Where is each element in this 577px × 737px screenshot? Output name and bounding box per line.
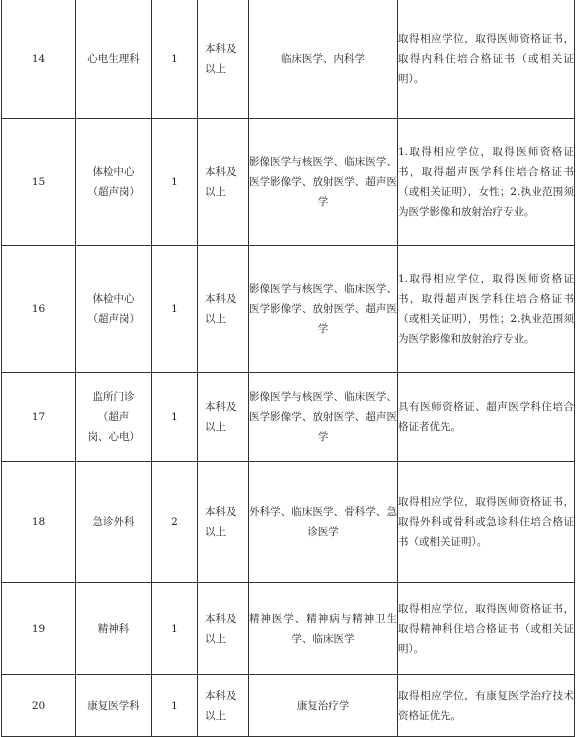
education: 本科及以上 [205, 506, 237, 538]
major: 精神医学、精神病与精神卫生学、临床医学 [249, 612, 397, 645]
major-cell [249, 583, 398, 675]
table-row [2, 0, 575, 119]
requirements-cell [398, 0, 575, 119]
department-cell [76, 373, 152, 462]
department-cell [76, 119, 152, 246]
requirements-cell [398, 246, 575, 373]
recruitment-table [1, 0, 575, 737]
major: 影像医学与核医学、临床医学、医学影像学、放射医学、超声医学 [249, 391, 397, 443]
education-cell [198, 462, 249, 583]
education: 本科及以上 [205, 166, 237, 198]
requirements: 取得相应学位，取得医师资格证书，取得内科住培合格证书（或相关证明）。 [398, 33, 574, 85]
education-cell [198, 373, 249, 462]
table-row [2, 246, 575, 373]
requirements: 取得相应学位，取得医师资格证书，取得外科或骨科或急诊科住培合格证书（或相关证明）。 [398, 496, 574, 548]
education: 本科及以上 [205, 293, 237, 325]
education-cell [198, 0, 249, 119]
department: 精神科 [97, 622, 130, 635]
department: 体检中心（超声岗） [87, 293, 140, 325]
requirements-cell [398, 119, 575, 246]
headcount: 1 [152, 119, 198, 246]
major-cell [249, 462, 398, 583]
requirements-cell [398, 373, 575, 462]
table-row [2, 675, 575, 737]
department: 心电生理科 [87, 53, 140, 65]
education: 本科及以上 [205, 689, 237, 722]
headcount: 1 [152, 246, 198, 373]
major-cell [249, 119, 398, 246]
department-cell [76, 0, 152, 119]
requirements-cell [398, 675, 575, 737]
table-row [2, 583, 575, 675]
requirements: 取得相应学位，有康复医学治疗技术资格证优先。 [398, 689, 574, 722]
requirements-cell [398, 583, 575, 675]
headcount: 1 [152, 373, 198, 462]
row-number: 19 [2, 583, 76, 675]
row-number: 20 [2, 675, 76, 737]
education: 本科及以上 [205, 401, 237, 433]
major: 外科学、临床医学、骨科学、急诊医学 [249, 506, 397, 538]
department-cell [76, 462, 152, 583]
row-number: 18 [2, 462, 76, 583]
department: 急诊外科 [92, 516, 135, 528]
requirements: 1.取得相应学位，取得医师资格证书，取得超声医学科住培合格证书（或相关证明），女性；2.执业范围须为医学影像和放射治疗专业。 [398, 146, 574, 218]
major-cell [249, 246, 398, 373]
row-number: 17 [2, 373, 76, 462]
table-row [2, 462, 575, 583]
table-row [2, 119, 575, 246]
requirements: 取得相应学位，取得医师资格证书，取得精神科住培合格证书（或相关证明）。 [398, 602, 574, 655]
education-cell [198, 246, 249, 373]
department-cell [76, 583, 152, 675]
major-cell [249, 675, 398, 737]
major-cell [249, 373, 398, 462]
headcount: 1 [152, 675, 198, 737]
education-cell [198, 675, 249, 737]
education-cell [198, 119, 249, 246]
department: 康复医学科 [87, 699, 140, 712]
major: 影像医学与核医学、临床医学、医学影像学、放射医学、超声医学 [249, 156, 397, 208]
row-number: 14 [2, 0, 76, 119]
requirements: 1.取得相应学位，取得医师资格证书，取得超声医学科住培合格证书（或相关证明），男性；2.执业范围须为医学影像和放射治疗专业。 [398, 273, 574, 345]
major: 影像医学与核医学、临床医学、医学影像学、放射医学、超声医学 [249, 283, 397, 335]
department-cell [76, 675, 152, 737]
table-row [2, 373, 575, 462]
department-cell [76, 246, 152, 373]
major: 康复治疗学 [296, 699, 350, 712]
department: 监所门诊（超声岗、心电） [87, 391, 140, 443]
requirements: 具有医师资格证、超声医学科住培合格证者优先。 [398, 401, 574, 433]
headcount: 1 [152, 0, 198, 119]
headcount: 1 [152, 583, 198, 675]
major: 临床医学、内科学 [281, 53, 365, 65]
row-number: 15 [2, 119, 76, 246]
education-cell [198, 583, 249, 675]
requirements-cell [398, 462, 575, 583]
row-number: 16 [2, 246, 76, 373]
major-cell [249, 0, 398, 119]
education: 本科及以上 [205, 612, 237, 645]
headcount: 2 [152, 462, 198, 583]
department: 体检中心（超声岗） [87, 166, 140, 198]
education: 本科及以上 [205, 43, 237, 75]
